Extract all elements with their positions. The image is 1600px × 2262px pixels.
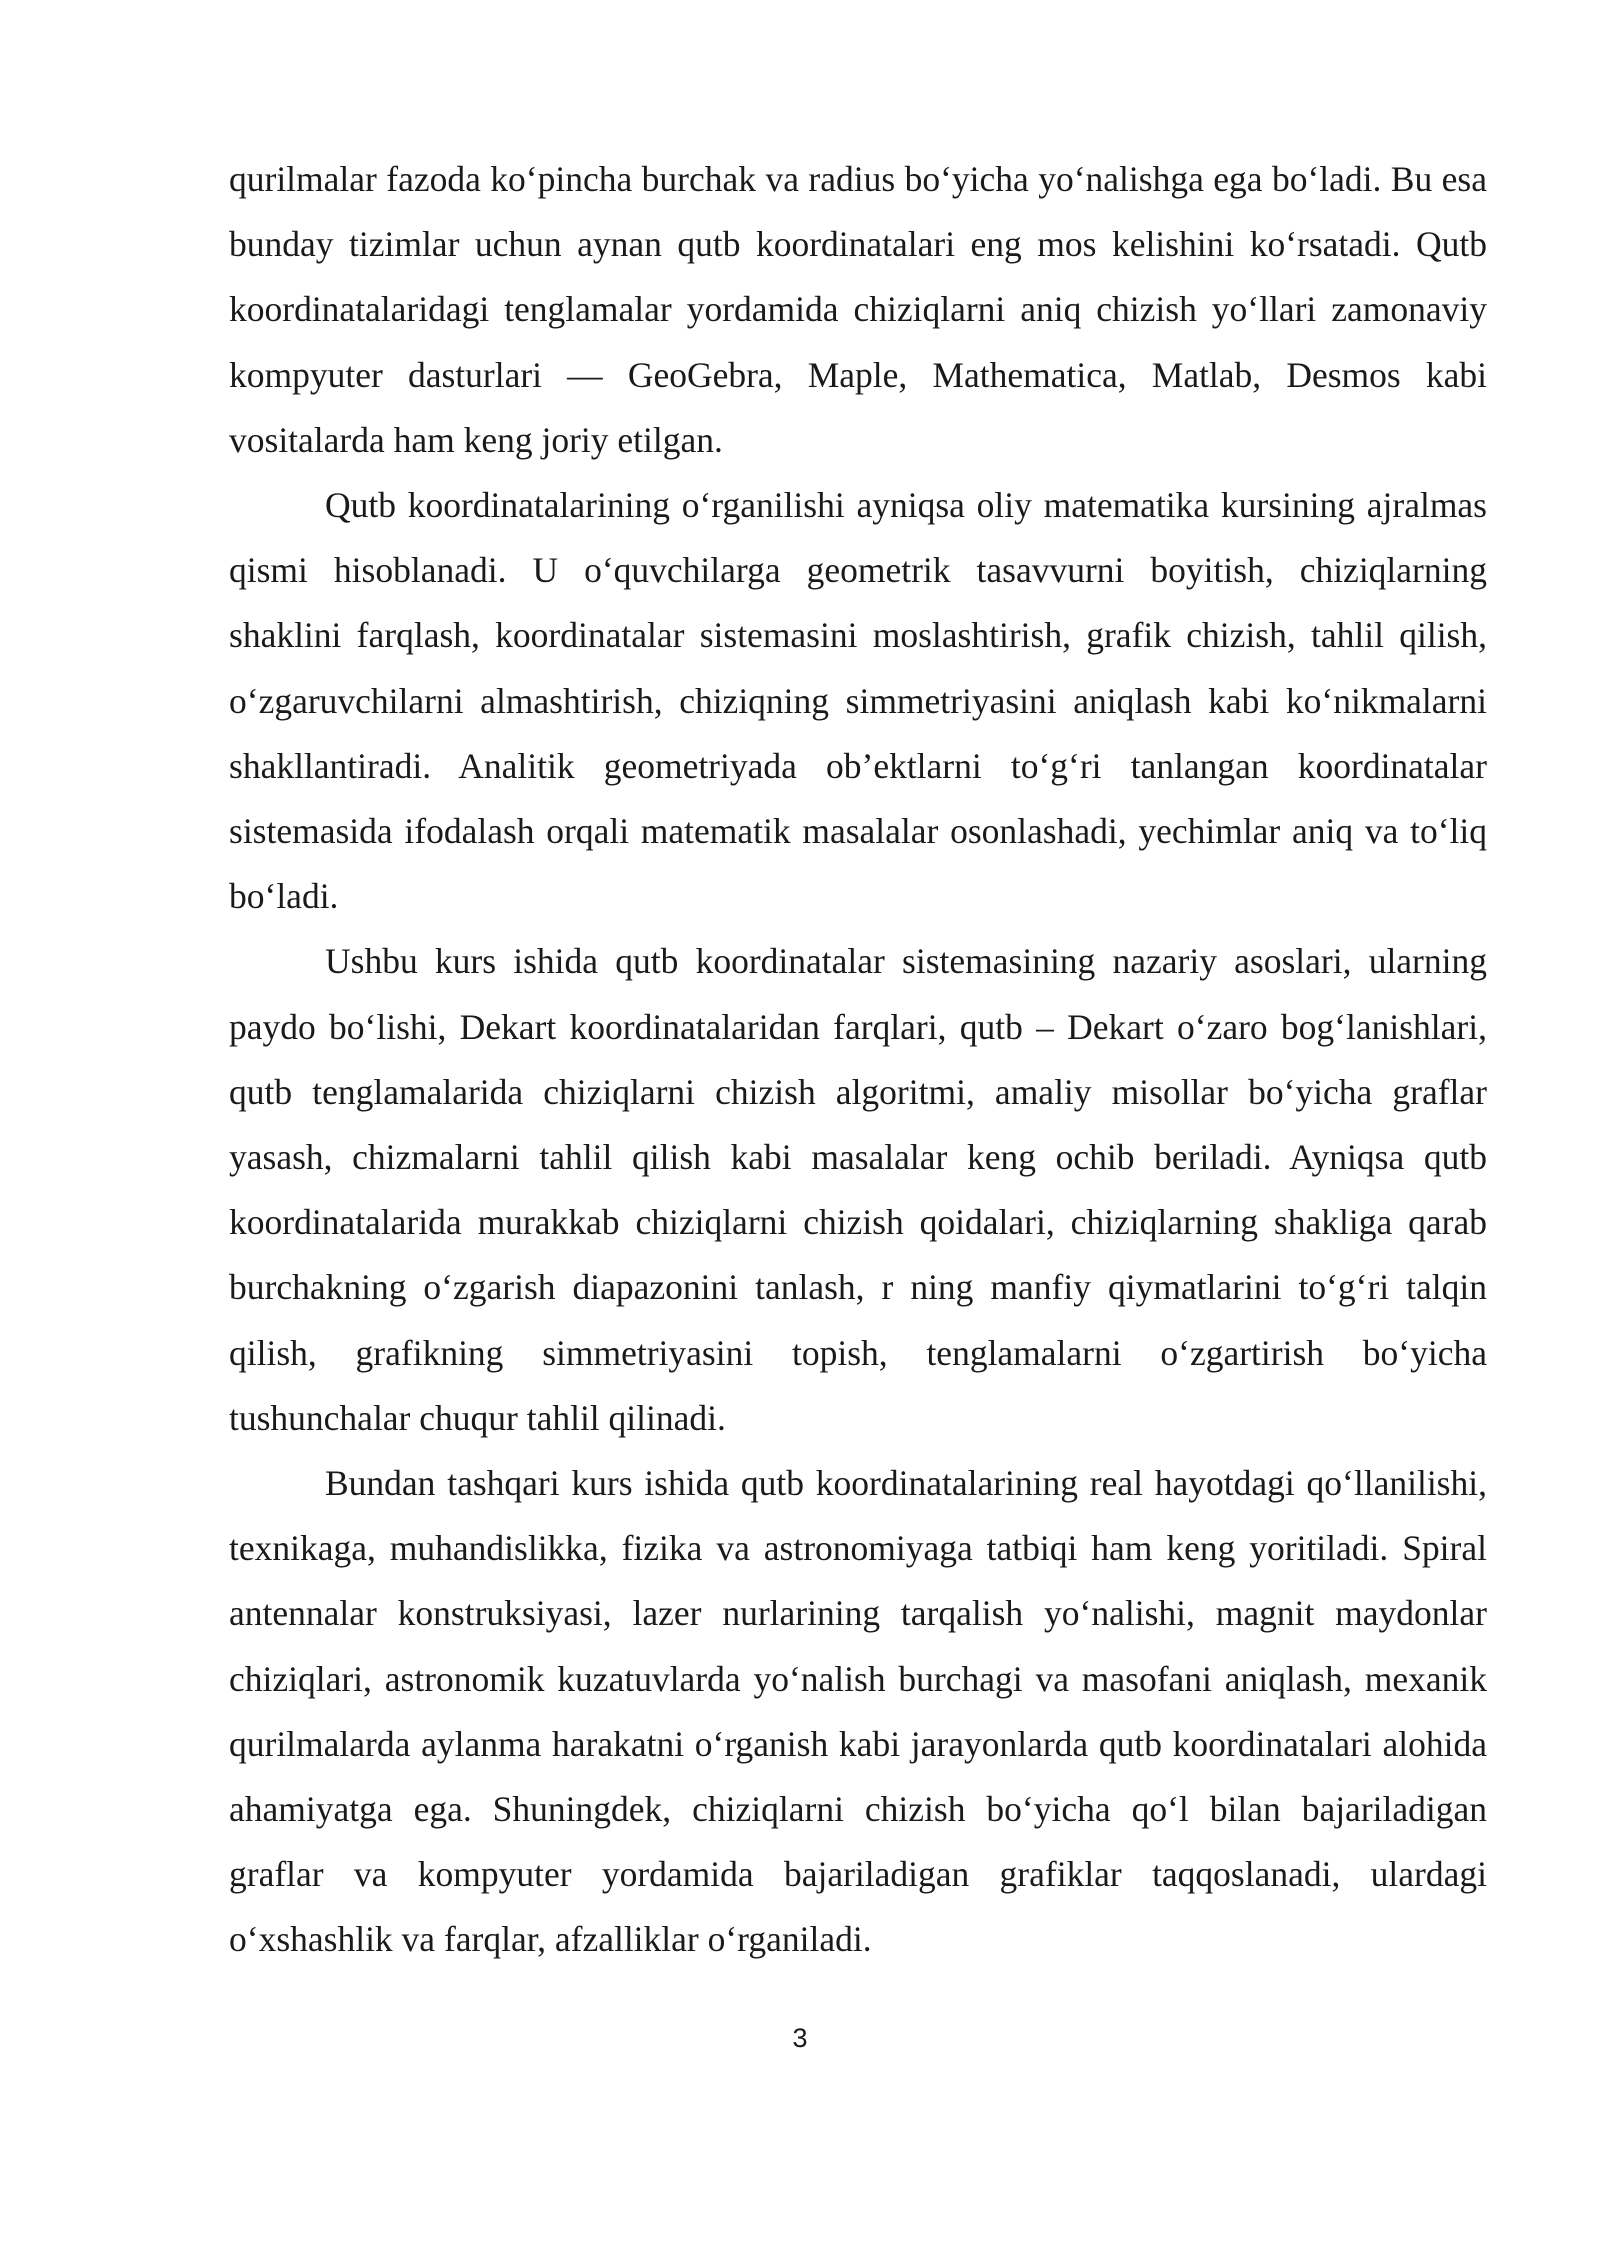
page-number: 3: [792, 2023, 808, 2053]
body-text: [229, 147, 1487, 1973]
paragraph: Qutb koordinatalarining o‘rganilishi ayniqsa oliy matematika kursining ajralmas qismi hisoblanadi. U o‘quvchilarga geometrik tasavvurni boyitish, chiziqlarning shaklini farqlash, koordinatalar sistemasini moslashtirish, grafik chizish, tahlil qilish, o‘zgaruvchilarni almashtirish, chiziqning simmetriyasini aniqlash kabi ko‘nikmalarni shakllantiradi. Analitik geometriyada ob’ektlarni to‘g‘ri tanlangan koordinatalar sistemasida ifodalash orqali matematik masalalar osonlashadi, yechimlar aniq va to‘liq bo‘ladi.: [229, 485, 1487, 917]
paragraph-continuation: qurilmalar fazoda ko‘pincha burchak va radius bo‘yicha yo‘nalishga ega bo‘ladi. Bu esa bunday tizimlar uchun aynan qutb koordinatalari eng mos kelishini ko‘rsatadi. Qutb koordinatalaridagi tenglamalar yordamida chiziqlarni aniq chizish yo‘llari zamonaviy kompyuter dasturlari — GeoGebra, Maple, Mathematica, Matlab, Desmos kabi vositalarda ham keng joriy etilgan.: [229, 159, 1487, 460]
paragraph: Ushbu kurs ishida qutb koordinatalar sistemasining nazariy asoslari, ularning paydo bo‘lishi, Dekart koordinatalaridan farqlari, qutb – Dekart o‘zaro bog‘lanishlari, qutb tenglamalarida chiziqlarni chizish algoritmi, amaliy misollar bo‘yicha graflar yasash, chizmalarni tahlil qilish kabi masalalar keng ochib beriladi. Ayniqsa qutb koordinatalarida murakkab chiziqlarni chizish qoidalari, chiziqlarning shakliga qarab burchakning o‘zgarish diapazonini tanlash, r ning manfiy qiymatlarini to‘g‘ri talqin qilish, grafikning simmetriyasini topish, tenglamalarni o‘zgartirish bo‘yicha tushunchalar chuqur tahlil qilinadi.: [229, 941, 1487, 1438]
paragraph: Bundan tashqari kurs ishida qutb koordinatalarining real hayotdagi qo‘llanilishi, texnikaga, muhandislikka, fizika va astronomiyaga tatbiqi ham keng yoritiladi. Spiral antennalar konstruksiyasi, lazer nurlarining tarqalish yo‘nalishi, magnit maydonlar chiziqlari, astronomik kuzatuvlarda yo‘nalish burchagi va masofani aniqlash, mexanik qurilmalarda aylanma harakatni o‘rganish kabi jarayonlarda qutb koordinatalari alohida ahamiyatga ega. Shuningdek, chiziqlarni chizish bo‘yicha qo‘l bilan bajariladigan graflar va kompyuter yordamida bajariladigan grafiklar taqqoslanadi, ulardagi o‘xshashlik va farqlar, afzalliklar o‘rganiladi.: [229, 1463, 1487, 1960]
